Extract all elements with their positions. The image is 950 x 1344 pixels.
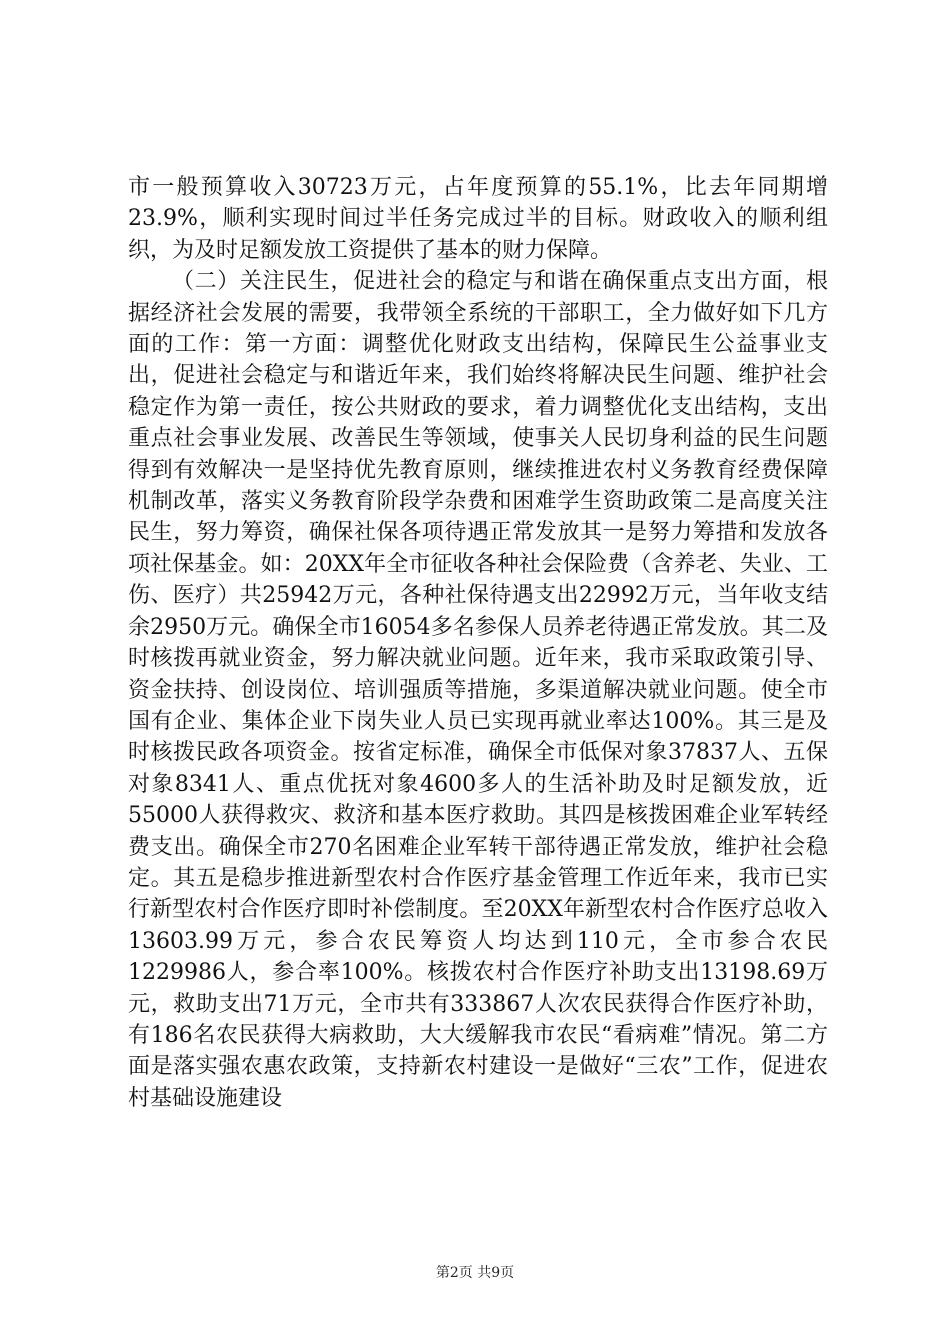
document-body (128, 172, 828, 1114)
paragraph-budget-revenue: 市一般预算收入30723万元，占年度预算的55.1%，比去年同期增23.9%，顺利实现时间过半任务完成过半的目标。财政收入的顺利组织，为及时足额发放工资提供了基本的财力保障。 (128, 175, 828, 263)
page-footer: 第2页 共9页 (435, 1265, 515, 1281)
paragraph-livelihood: （二）关注民生，促进社会的稳定与和谐在确保重点支出方面，根据经济社会发展的需要，我带领全系统的干部职工，全力做好如下几方面的工作：第一方面：调整优化财政支出结构，保障民生公益事业支出，促进社会稳定与和谐近年来，我们始终将解决民生问题、维护社会稳定作为第一责任，按公共财政的要求，着力调整优化支出结构，支出重点社会事业发展、改善民生等领域，使事关人民切身利益的民生问题得到有效解决一是坚持优先教育原则，继续推进农村义务教育经费保障机制改革，落实义务教育阶段学杂费和困难学生资助政策二是高度关注民生，努力筹资，确保社保各项待遇正常发放其一是努力筹措和发放各项社保基金。如：20XX年全市征收各种社会保险费（含养老、失业、工伤、医疗）共25942万元，各种社保待遇支出22992万元，当年收支结余2950万元。确保全市16054多名参保人员养老待遇正常发放。其二及时核拨再就业资金，努力解决就业问题。近年来，我市采取政策引导、资金扶持、创设岗位、培训强质等措施，多渠道解决就业问题。使全市国有企业、集体企业下岗失业人员已实现再就业率达100%。其三是及时核拨民政各项资金。按省定标准，确保全市低保对象37837人、五保对象8341人、重点优抚对象4600多人的生活补助及时足额发放，近55000人获得救灾、救济和基本医疗救助。其四是核拨困难企业军转经费支出。确保全市270名困难企业军转干部待遇正常发放，维护社会稳定。其五是稳步推进新型农村合作医疗基金管理工作近年来，我市已实行新型农村合作医疗即时补偿制度。至20XX年新型农村合作医疗总收入13603.99万元，参合农民筹资人均达到110元，全市参合农民1229986人，参合率100%。核拨农村合作医疗补助支出13198.69万元，救助支出71万元，全市共有333867人次农民获得合作医疗补助，有186名农民获得大病救助，大大缓解我市农民“看病难”情况。第二方面是落实强农惠农政策，支持新农村建设一是做好“三农”工作，促进农村基础设施建设 (128, 269, 828, 1111)
